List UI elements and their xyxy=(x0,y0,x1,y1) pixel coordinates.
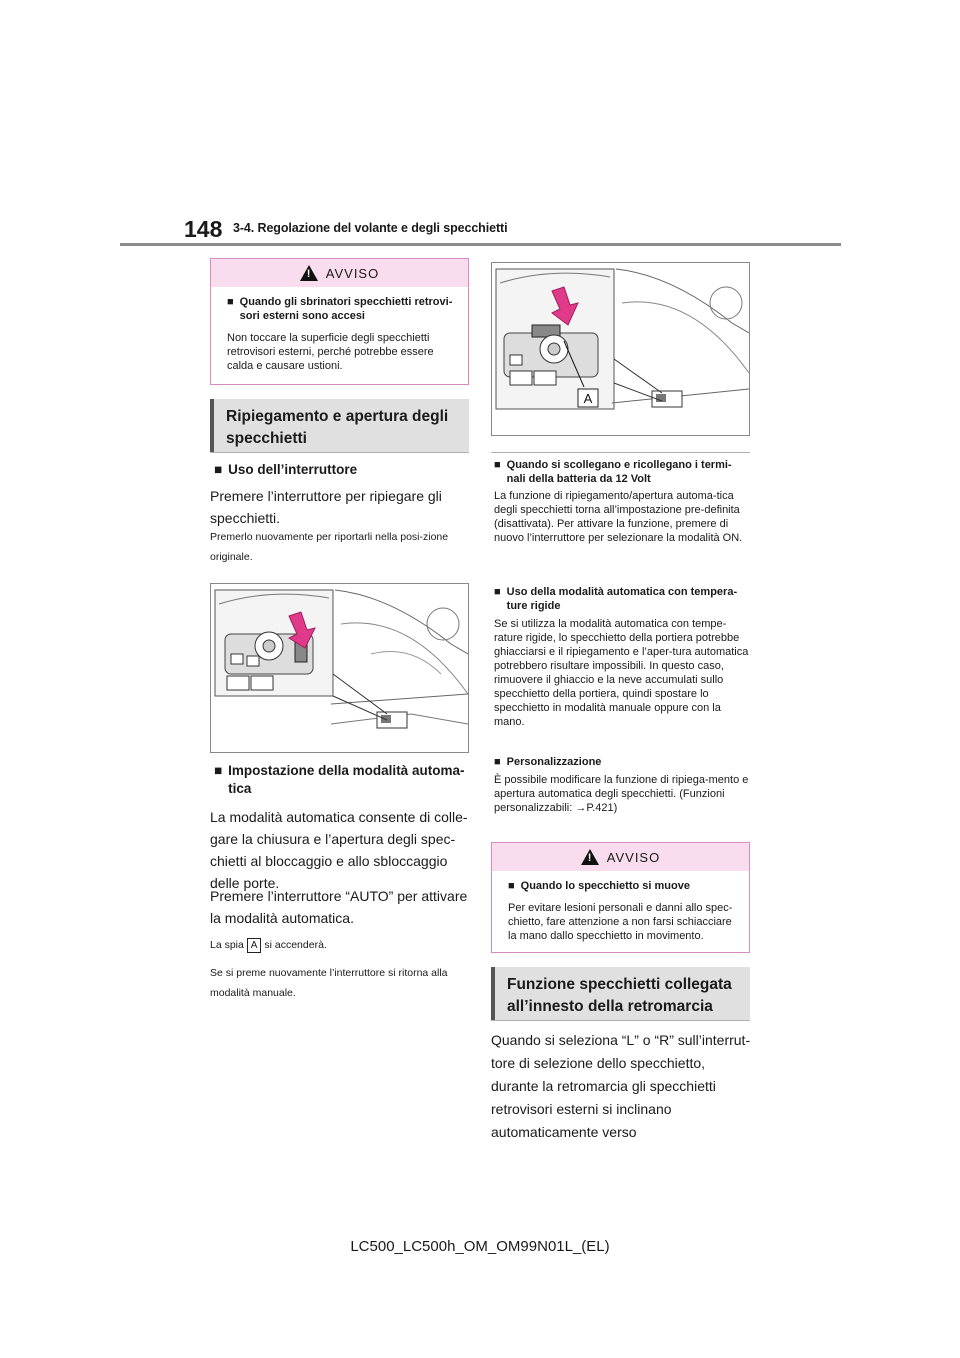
auto-mode-paragraph-1: La modalità automatica consente di colle-gare la chiusura e l’apertura degli spec-chietti al bloccaggio e allo sbloccaggio delle porte. xyxy=(210,809,468,891)
auto-mode-return-note: Se si preme nuovamente l’interruttore si ritorna alla modalità manuale. xyxy=(210,967,448,999)
section-divider xyxy=(210,452,469,453)
subheading-cold: ■ Uso della modalità automatica con tempera-ture rigide xyxy=(494,586,738,612)
figure-divider xyxy=(491,452,750,453)
square-bullet-icon: ■ xyxy=(494,586,501,598)
reverse-paragraph: Quando si seleziona “L” o “R” sull’interrut-tore di selezione dello specchietto, durante la retromarcia gli specchietti retrovisori esterni si inclinano automaticamente verso xyxy=(491,1032,751,1140)
square-bullet-icon: ■ xyxy=(508,880,515,892)
square-bullet-icon: ■ xyxy=(214,763,223,778)
warning-header xyxy=(211,259,468,287)
battery-text: La funzione di ripiegamento/apertura automa-tica degli specchietti torna all’impostazione pre-definita (disattivata). Per attivare la funzione, premere di nuovo l’interruttore per selezionare la modalità ON. xyxy=(494,490,743,544)
square-bullet-icon: ■ xyxy=(494,756,501,768)
figure-mirror-fold-switch xyxy=(210,583,469,753)
warning-triangle-icon: ! xyxy=(581,849,599,865)
subheading-auto-mode: ■ Impostazione della modalità automa-tica xyxy=(214,763,465,796)
warning-triangle-icon: ! xyxy=(300,265,318,281)
warning-text: Non toccare la superficie degli specchietti retrovisori esterni, perché potrebbe essere calda e causare ustioni. xyxy=(227,332,434,372)
document-code: LC500_LC500h_OM_OM99N01L_(EL) xyxy=(350,1238,610,1255)
indicator-callout-label: A xyxy=(247,938,262,953)
section-heading-reverse: Funzione specchietti collegata all’innesto della retromarcia xyxy=(491,967,750,1020)
figure-callout-a: A xyxy=(583,391,593,406)
warning-heading: AVVISO xyxy=(606,849,661,865)
chapter-title: 3-4. Regolazione del volante e degli specchietti xyxy=(233,221,508,235)
figure-auto-switch-indicator xyxy=(491,262,750,436)
switch-use-paragraph: Premere l’interruttore per ripiegare gli specchietti. xyxy=(210,488,442,526)
subheading-custom: ■ Personalizzazione xyxy=(494,756,602,768)
subheading-battery: ■ Quando si scollegano e ricollegano i termi-nali della batteria da 12 Volt xyxy=(494,459,732,485)
warning-header xyxy=(492,843,749,871)
section-heading-folding: Ripiegamento e apertura degli specchietti xyxy=(210,399,469,452)
auto-switch-illustration xyxy=(492,263,749,435)
warning-box-heated-mirrors xyxy=(210,258,469,385)
warning-box-mirror-moving xyxy=(491,842,750,953)
square-bullet-icon: ■ xyxy=(227,296,234,308)
square-bullet-icon: ■ xyxy=(494,459,501,471)
warning-subheading: ■ Quando lo specchietto si muove xyxy=(508,880,690,892)
page-number: 148 xyxy=(184,216,223,242)
switch-use-note: Premerlo nuovamente per riportarli nella posi-zione originale. xyxy=(210,531,449,563)
header-divider xyxy=(120,243,841,246)
warning-subheading: ■ Quando gli sbrinatori specchietti retrovi-sori esterni sono accesi xyxy=(227,296,453,322)
custom-text: È possibile modificare la funzione di ripiega-mento e apertura automatica degli specchietti. (Funzioni personalizzabili: →P.421) xyxy=(494,774,749,814)
section-divider xyxy=(491,1020,750,1021)
auto-mode-paragraph-2: Premere l’interruttore “AUTO” per attivare la modalità automatica. xyxy=(210,888,468,926)
warning-text: Per evitare lesioni personali e danni allo spec-chietto, fare attenzione a non farsi schiacciare la mano dallo specchietto in movimento. xyxy=(508,902,733,942)
warning-heading: AVVISO xyxy=(325,265,380,281)
square-bullet-icon: ■ xyxy=(214,462,223,477)
mirror-switch-illustration xyxy=(211,584,468,752)
subheading-switch-use: ■ Uso dell’interruttore xyxy=(214,462,358,477)
cold-text: Se si utilizza la modalità automatica con tempe-rature rigide, lo specchietto della portiera potrebbe ghiacciarsi e il ripiegamento e l’aper-tura automatica potrebbero risultare impossibili. In questo caso, rimuovere il ghiaccio e la neve accumulati sullo specchietto della portiera, quindi spostare lo specchietto in modalità manuale oppure con la mano. xyxy=(494,618,749,728)
auto-mode-indicator-note: La spia A si accenderà. xyxy=(210,939,327,951)
